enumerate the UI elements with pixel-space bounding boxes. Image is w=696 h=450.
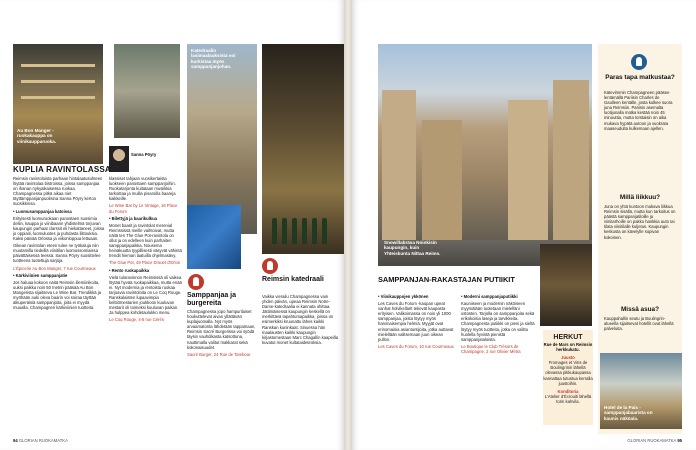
section-title: SAMPPANJAN-RAKASTAJAN PUTIIKIT xyxy=(378,275,515,284)
box-label: Juusto xyxy=(561,355,575,361)
magazine-name: GLORIAN RUOKAMATKA xyxy=(18,438,68,443)
photo-caption: Hotel de la Paix -samppanjabaarista on kaunis näköala. xyxy=(604,405,653,421)
box-label: Konditoria xyxy=(557,388,579,394)
photo-caption: Katedraalin lasimaalauksista voi kurkistaa myös samppanjanjohan. xyxy=(191,48,236,70)
right-column-2 xyxy=(461,294,537,356)
photo-champagne-bottles xyxy=(262,44,344,254)
section-title: Samppanjaa ja burgereita xyxy=(187,292,237,307)
article-column-3 xyxy=(187,309,257,359)
champagne-icon xyxy=(188,274,204,290)
photo-caption: Au Bon Manger -ruokakauppa on viinikaupparuoka. xyxy=(17,128,57,144)
photo-restaurant-bar xyxy=(13,44,103,164)
body-text: Vielä tuloravinnon Reimsissä oli vaikea löytää hyvää ruokapaikkaa, mutta enää ei. Nyt modernia ja rentoista ruokaa tarjoavia ravintoloita on Le Coq Rouge. Ranskalaisten lupaavimpia keittiömestarien joukkoon kuuluvan mestarit oli toimeksi kuuluvan paikan. Ja hulppea kohdetaulukko menu. xyxy=(109,274,182,316)
shelf-line xyxy=(21,96,95,99)
train-icon xyxy=(631,54,647,70)
address: Les Caves du Forum, 10 rue Courmeaux xyxy=(378,343,454,349)
body-text: klassiset tahjaan vuosikertaista luokseen panostaen samppanjoihin. Ruokatarjonta kuitataan musiikkia tarkoittaa ja muilla pisaroilla baareja kaikkeille. xyxy=(109,176,176,202)
herkut-box xyxy=(543,330,593,425)
photo-champagne-glass xyxy=(600,353,682,429)
photo-reims-street xyxy=(378,44,592,266)
body-text: Erityisesti luomuruokaan panostaen suosimia deliin, kauppa jo viinibaarin yhdistelmä torjuvan kaupungin parhaat clarssit eli hiekattaneet, joissa jo oppiaiti, luomuluotes ja puhdasta liittouksia. Kaksi päivää Orlossa ja viikonloppua lettuaan. xyxy=(13,215,105,242)
photo-caption: Snowillabräsa Noinkisin kaupungin, kuin Yhteiskunta Nittaa Reims. xyxy=(384,240,441,256)
body-text: Vaikka vierailu Champagnessa vain yhden päivän, upeaa Reimsin Notre-Dame-katedraalia ei kannata ohittaa. Jättimäisessä kaupungin keskellä on merkittävä tapahtumapaikka, joissa on esimerkiksi kruunattu lähes kaikki Ranskan kuninkaat. Sinuessa hän maalausten kaikki kaupungin kirjastomestaan Marc Chagallin kaapeilla kuvatut monet kultataideteoksia. xyxy=(262,294,339,345)
right-column-1 xyxy=(378,294,456,351)
body-text: Monet baarit ja ravintolat merenial Reimssissä meille vaihtoivat, mutta näitä ten The Glue Pot-ravintola on ollut ja on edelleen kuin parhaiten samppanjapaikka. Nousema heinäkuutta tyypillisesti väsyvät vähintä trendit hieman laatuilla ohjelmasävy. xyxy=(109,222,182,259)
shelf-line xyxy=(21,64,95,67)
box-title: HERKUT xyxy=(553,334,583,341)
sidebar-question: Paras tapa matkustaa? xyxy=(605,74,675,81)
page-number: 94 xyxy=(13,438,18,443)
address: L'Épicerie Au Bon Manger, 7 rue Courmeaux xyxy=(13,265,96,271)
author-name: Sanna Pöyry xyxy=(131,152,157,157)
sidebar-question: Missä asua? xyxy=(620,306,659,313)
box-text: L'Atelier d'Écrouiti lähellä torin kahvila. xyxy=(544,393,592,404)
sidebar-answer: Kauppahallin seutu ja Boulingrin-alueella sijaitsevat hotellit ovat lähellä palveluita. xyxy=(604,316,674,332)
subheading: • Bilettyjä ja baarikulkua xyxy=(109,215,158,221)
body-text: Les Caves du Forum -kaupan upeat vanhat holvikellarit tekevät kaupasta erityisen. Valikoimassa on noin yli 1000 samppanjaa, joista löytyy myös harvinaisempia helmiä. Myyjät ovat erinomaisia asiantuntijoita, jotka auttavat mielellään valitsemaan juuri oikean pullon. xyxy=(378,301,454,342)
address: Le Wine Bar by Le Vintage, 16 Place du Forum xyxy=(109,203,178,214)
section-title: Reimsin katedraali xyxy=(262,276,324,283)
body-text: Jos haluaa kokoon näitä Reimsin illemiinikoita, uuksi paikka noin 50 metrin pääsää Au Bon Mangerista sijaitseva Le Wine Bar. Trendikkä ja myöhään auki oleva baarin voi soiraa täyttää alkuperäisiä samppanjoita, joita ei myydä muualla. Champagnen kärkiviinien tuotteita. xyxy=(13,279,101,311)
subheading: • Rento ruokapaikka xyxy=(109,267,150,273)
subheading: • Viinikauppojen ykkönen xyxy=(378,294,429,299)
sidebar-answer: Kätevimmin Champagneen pääsee lentämällä Pariisin Charles de Gaulleen kentälle, josta kulkee suora juna Reimsiin. Pariisin asemalta luotijunalla matka kestää noin 45 minuuttia, mutta torstaisin on aika mukava hypätä autoon ja vuokrata maaseudulta kulkemaan ajellen. xyxy=(604,90,673,131)
left-page xyxy=(0,0,344,450)
cathedral-icon xyxy=(262,258,278,274)
address: Le Coq Rouge, 4-5 rue Cérès xyxy=(109,317,164,323)
box-text: Fromages et Vins de Boulingrinin lähellä olevassa pikkukaupassa kannattaa tutustua kerralla juustoihin. xyxy=(543,360,593,386)
address: The Glue Pot, 49 Place Drouet d'Erlon xyxy=(109,260,181,266)
address: Sacré Burger, 24 Rue de Tambour xyxy=(187,351,251,357)
body-text: Champagnessa jopo hampurilaiset houkuttelevat aivan yllättävän kuplajuomalla. Nyt myös arvaamatonta lähdetään tappamaan, Reimsin Sacré Burgerissa voi syödä täysin vauhdikasta katsottuna, nauttimalla valitut makkarat sekä kokonaisuudet. xyxy=(187,309,256,350)
portrait-photo xyxy=(109,146,129,172)
photo-blue-sign xyxy=(187,205,241,269)
sidebar-question: Millä liikkuu? xyxy=(619,194,661,201)
body-text: Oikean ravintolan eteen tulee ne työkaluja niin muutamilla tiedeillä viinitilan luomussomiaissa päivättäisessä teessä. Sanna Pöyry suosittelee tuotteena tuotettuja sarjoja. xyxy=(13,243,101,264)
photo-wine-shop xyxy=(540,244,592,326)
magazine-name: GLORIAN RUOKAMATKA xyxy=(627,438,677,443)
shelf-line xyxy=(21,80,95,83)
subheading: • Kärkiviinien samppanjatie xyxy=(13,272,68,278)
box-subtitle: Rue de Mars on Reimsin herkkukatu. xyxy=(543,342,593,353)
section-title: KUPLIA RAVINTOLASSA xyxy=(13,165,111,174)
article-column-2 xyxy=(109,176,182,324)
page-footer xyxy=(13,438,68,443)
sidebar-answer: Juna on yhtä kuntoon mukava liikkua Reimsin sisällä, mutta kun tarkoitus on päästä samppanjatiloille ja viinitarhoille on pakko hankkia auto tai tilata viinitilalle kuljetus. Kaupungin keskusta on kävelylle sopivan kokoinen. xyxy=(604,204,676,240)
spine-gutter xyxy=(344,0,352,450)
address: Le Boutique le Club Trésors de Champagne, 2 rue Olivier Métra xyxy=(461,343,521,354)
page-footer xyxy=(627,438,682,443)
article-column-4 xyxy=(262,294,340,347)
photo-shop-window xyxy=(114,44,180,138)
article-column-1 xyxy=(13,176,105,312)
page-number: 95 xyxy=(677,438,682,443)
subheading: • Moderni samppanjaputiikki xyxy=(461,294,518,299)
subheading: • Luomusamppanjaa katoissa xyxy=(13,208,72,214)
intro-text: Reimsin ravintoloista parhaan hintalaatusuhteen löytää ravintolaa bistroissa, joissa samppanjaa on ihanan nykyaikaisessa ruokaa. Champagnessa pitkä aikaa niet täyttämppanjanpuolisina Sanna Pöyry kertoo suosikkinsa. xyxy=(13,176,103,207)
body-text: Kauniiseen ja modernin näköiseen myymälään tuotetaan mielelläni ostosten. Tarjolla on samppanjoita sekä erikokoisia laseja ja tarvikkeita. Champagnesta putiikki on pieni ja sieltä löytyy myös tuotteita, jotka on valittu huolella hyvistä pienistä samppanjataloista. xyxy=(461,301,535,342)
